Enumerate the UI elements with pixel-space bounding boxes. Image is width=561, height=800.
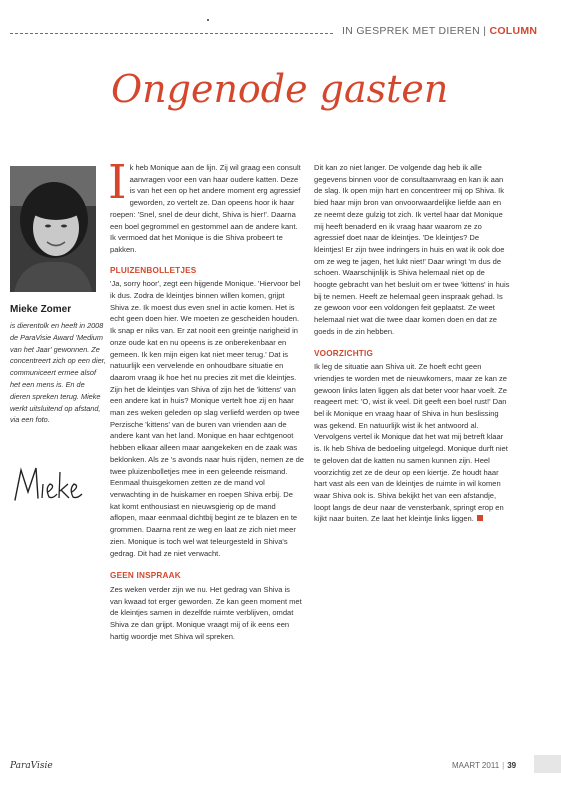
subheading-geen-inspraak: GEEN INSPRAAK bbox=[110, 571, 181, 581]
author-name: Mieke Zomer bbox=[10, 304, 72, 315]
column-right bbox=[314, 162, 510, 525]
end-mark bbox=[477, 515, 483, 521]
magazine-name: ParaVisie bbox=[10, 761, 53, 771]
drop-cap: I bbox=[108, 155, 127, 210]
paragraph-voorzichtig bbox=[314, 361, 510, 525]
print-dot bbox=[207, 19, 209, 21]
header-dashed-rule bbox=[10, 33, 333, 34]
author-photo bbox=[10, 166, 96, 292]
intro-text: k heb Monique aan de lijn. Zij wil graag een consult aanvragen voor een van haar oudere katten. Deze is van het een op het andere moment erg agressief geworden, zo vertelt ze. Dan opeens hoor ik haar roepen: 'Snel, snel de deur dicht, Shiva is hier!'. Daarna een boel gegrommel en gestommel aan de andere kant. Ik vermoed dat het Monique is die Shiva probeert te pakken. bbox=[110, 163, 301, 254]
column-left bbox=[108, 155, 305, 642]
intro-paragraph bbox=[108, 155, 304, 256]
subheading-voorzichtig: VOORZICHTIG bbox=[314, 348, 374, 358]
page-edge-tab bbox=[534, 755, 561, 773]
paragraph-geen-inspraak: Zes weken verder zijn we nu. Het gedrag van Shiva is van kwaad tot erger geworden. Ze kan geen moment met de kleintjes samen in dezelfde ruimte verblijven, omdat Shiva ze dan grijpt. Monique vraagt mij of ik eens een hartig woordje met Shiva wil spreken. bbox=[110, 584, 302, 641]
author-signature bbox=[12, 464, 84, 504]
issue-date: MAART 2011 bbox=[452, 761, 500, 770]
paragraph-continued: Dit kan zo niet langer. De volgende dag heb ik alle gegevens binnen voor de consultaanvraag en kan ik aan de slag. Ik open mijn hart en concentreer mij op Shiva. Ik bied haar mijn bron van onvoorwaardelijke liefde aan en ze neemt deze gulzig tot zich. Ik vertel haar dat Monique mij heeft benaderd en ik vraag haar waarom ze zo agressief doet naar de kleintjes. 'De kleintjes? De kleintjes! Er zijn twee indringers in huis en wat ik ook doe om ze weg te jagen, het lukt niet!' Daar wringt 'm dus de schoen. Waarschijnlijk is Shiva helemaal niet op de hoogte gebracht van het besluit om er twee 'kittens' in huis bij te nemen. Heeft ze helemaal geen inspraak gehad. Is ze gewoon voor een voldongen feit geplaatst. Ze weet helemaal niet wat die twee daar komen doen en dat ze goeds in de zin hebben. bbox=[314, 163, 510, 336]
subheading-pluizenbolletjes: PLUIZENBOLLETJES bbox=[110, 265, 197, 275]
section-name: IN GESPREK MET DIEREN bbox=[342, 25, 480, 37]
page-footer: MAART 2011 | 39 bbox=[452, 761, 517, 770]
paragraph-pluizenbolletjes: 'Ja, sorry hoor', zegt een hijgende Monique. 'Hiervoor bel ik dus. Zodra de kleintjes binnen willen komen, grijpt Shiva ze. Ik moest dus even snel in actie komen. Het is echt geen doen hier. We moeten ze gescheiden houden. Ik snap er niks van. Er zat nooit een greintje narigheid in onze oude kat en nu opeens is ze onberekenbaar en gemeen. Ik ken mijn eigen kat niet meer terug.' Dat is natuurlijk een vervelende en onhoudbare situatie en daarom vraag ik hoe het nu precies zit met die kleintjes. Zijn het de kleintjes van Shiva of zijn het de 'kittens' van een andere kat in huis? Monique vertelt hoe zij en haar man zes weken geleden op slag verliefd werden op twee Perzische 'kittens' van de buren van vrienden aan de andere kant van het land. Monique en haar echtgenoot hebben elkaar alleen maar aangekeken en de zaak was beklonken. Als ze 's avonds naar huis rijden, nemen ze de twee pluizenbolletjes mee in een geleende reismand. Eenmaal thuisgekomen zetten ze de mand vol verwachting in de huiskamer en roepen Shiva erbij. De kat komt enthousiast en nieuwsgierig op de mand aflopen, maar eenmaal dichtbij begint ze te blazen en te grommen. Daarna rent ze weg en laat ze zich niet meer zien. Monique is toch wel wat teleurgesteld in Shiva's gedrag. Dit had ze niet verwacht. bbox=[110, 279, 305, 558]
section-accent: COLUMN bbox=[489, 25, 538, 37]
page-number: 39 bbox=[507, 761, 517, 770]
article-title: Ongenode gasten bbox=[111, 67, 449, 111]
voorzichtig-text: Ik leg de situatie aan Shiva uit. Ze hoeft echt geen vriendjes te worden met de nieuwkomers, maar ze kan ze gewoon links laten liggen als dat beter voor haar voelt. Ze reageert met: 'O, wist ik veel. Dit geeft een boel rust!' Dan bel ik Monique en vraag haar of Shiva in hun beslissing was gekend. En natuurlijk wist ik het antwoord al. Vervolgens vertel ik Monique dat het wat mij betreft klaar is. Ik heb Shiva de bedoeling uitgelegd. Monique durft niet te geloven dat de katten nu samen kunnen zijn. Heel voorzichtig zet ze de deur op een kiertje. Ze houdt haar hart vast als een van de kleintjes de ruimte in wil komen waar Shiva ook is. Shiva bekijkt het van een afstandje, loopt langs de deur naar de vensterbank, springt erop en kijkt naar buiten. Ze laat het kleintje links liggen. bbox=[314, 362, 508, 524]
section-label: IN GESPREK MET DIEREN | COLUMN bbox=[342, 25, 538, 37]
author-bio: is dierentolk en heeft in 2008 de ParaVisie Award 'Medium van het Jaar' gewonnen. Ze concentreert zich op een dier, communiceert ermee alsof het een mens is. En de dieren spreken terug. Mieke werkt uitsluitend op afstand, via een foto. bbox=[10, 321, 106, 425]
